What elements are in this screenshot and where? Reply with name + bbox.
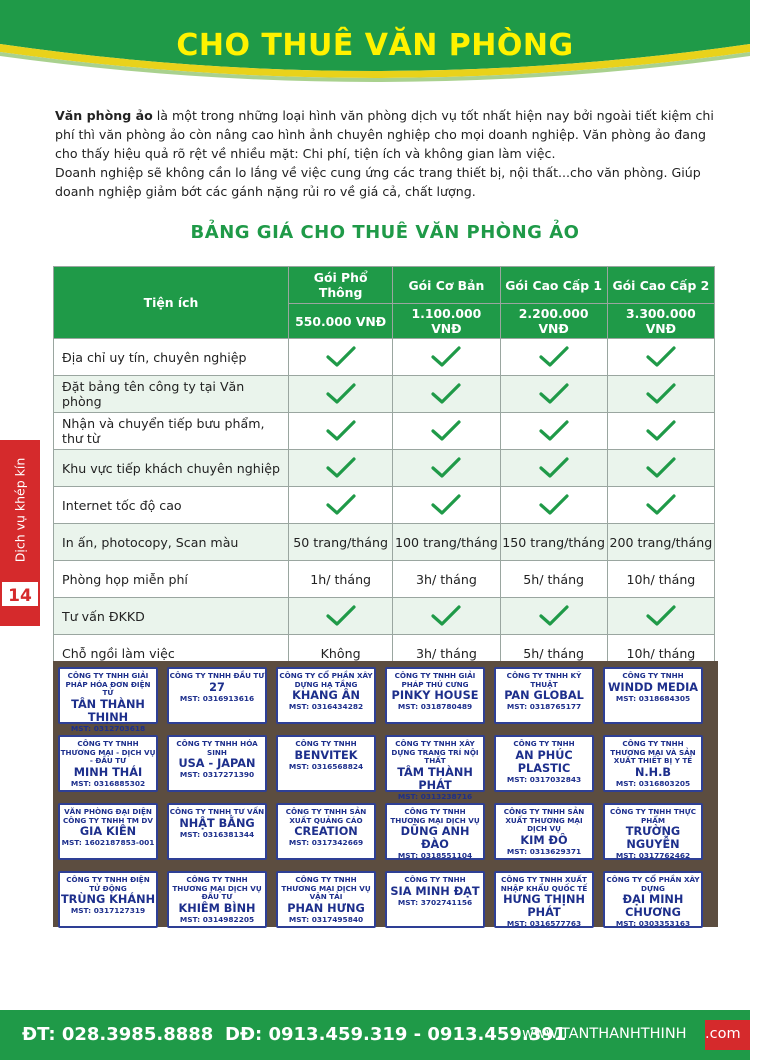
package-name: Gói Cao Cấp 2 [607,267,714,304]
feature-cell: Tư vấn ĐKKD [54,598,289,635]
company-sign-name: AN PHÚC PLASTIC [515,748,573,775]
company-sign-name: N.H.B [634,765,672,779]
company-sign-type: CÔNG TY TNHH KỸ THUẬT [506,671,582,689]
footer-mobile: DĐ: 0913.459.319 - 0913.459.391 [225,1024,567,1045]
company-sign-tax-code: MST: 0317127319 [70,906,146,916]
check-icon [539,346,569,368]
check-cell [607,376,714,413]
value-cell: 10h/ tháng [607,561,714,598]
company-sign-type: CÔNG TY TNHH THƯƠNG MẠI VÀ SẢN XUẤT THIẾT BỊ Y TẾ [610,739,696,766]
company-sign-tax-code: MST: 0318551104 [397,851,473,861]
check-icon [326,420,356,442]
company-sign-name: DŨNG ANH ĐÀO [400,825,470,852]
feature-cell: Chỗ ngồi làm việc [54,635,289,672]
company-sign-type: CÔNG TY TNHH HÓA SINH [176,739,258,757]
value-cell: Không [289,635,393,672]
price-table-title: BẢNG GIÁ CHO THUÊ VĂN PHÒNG ẢO [190,222,580,243]
check-icon [431,605,461,627]
header-banner [0,0,750,90]
check-cell [289,598,393,635]
company-sign-name: TRÙNG KHÁNH [60,893,156,907]
side-tab-label: Dịch vụ khép kín [12,457,28,563]
company-sign [494,803,594,860]
check-cell [393,376,500,413]
company-sign [276,735,376,792]
check-cell [393,339,500,376]
company-sign [385,735,485,801]
check-cell [289,413,393,450]
company-sign-type: CÔNG TY TNHH THƯƠNG MẠI DỊCH VỤ VẬN TẢI [281,875,371,902]
company-sign [276,667,376,724]
company-sign-type: CÔNG TY TNHH THƯƠNG MẠI DỊCH VỤ ĐẦU TƯ [172,875,262,902]
company-sign-name: NHẬT BẰNG [179,816,255,830]
check-icon [539,605,569,627]
company-sign-type: CÔNG TY TNHH [513,739,575,748]
company-sign-tax-code: MST: 0317762462 [615,851,691,861]
company-sign-type: CÔNG TY TNHH THƯƠNG MẠI - DỊCH VỤ - ĐẦU TƯ [60,739,156,766]
intro-lead: Văn phòng ảo [55,108,153,123]
check-cell [607,339,714,376]
price-row [54,413,715,450]
company-sign-tax-code: MST: 1602187853-001 [61,838,155,848]
value-cell: 150 trang/tháng [500,524,607,561]
value-cell: 100 trang/tháng [393,524,500,561]
company-sign-tax-code: MST: 0313238716 [397,791,473,801]
price-row [54,524,715,561]
value-cell: 200 trang/tháng [607,524,714,561]
company-sign-tax-code: MST: 0316577763 [506,919,582,929]
check-cell [500,598,607,635]
company-sign-type: CÔNG TY TNHH ĐẦU TƯ [169,671,265,680]
value-cell: 5h/ tháng [500,635,607,672]
company-sign-tax-code: MST: 0316434282 [288,702,364,712]
company-sign-type: CÔNG TY TNHH THỰC PHẨM [609,807,697,825]
company-sign-type: CÔNG TY TNHH THƯƠNG MẠI DỊCH VỤ [390,807,480,825]
company-sign-tax-code: MST: 0312703618 [70,723,146,733]
check-cell [500,376,607,413]
company-sign [603,735,703,792]
check-icon [431,457,461,479]
company-sign [603,871,703,928]
company-sign-type: VĂN PHÒNG ĐẠI DIỆN CÔNG TY TNHH TM DV [63,807,153,825]
company-sign [494,871,594,928]
company-sign-name: WINDD MEDIA [607,680,699,694]
company-sign-type: CÔNG TY TNHH XUẤT NHẬP KHẨU QUỐC TẾ [500,875,588,893]
check-cell [393,450,500,487]
package-price: 1.100.000 VNĐ [393,304,500,339]
footer-website-suffix-box [705,1020,750,1050]
check-icon [539,457,569,479]
company-sign-tax-code: MST: 0317032843 [506,774,582,784]
company-sign [58,803,158,860]
package-price: 2.200.000 VNĐ [500,304,607,339]
package-name: Gói Cơ Bản [393,267,500,304]
company-sign-name: SIA MINH ĐẠT [390,884,480,898]
feature-header: Tiện ích [54,267,289,339]
price-row [54,450,715,487]
check-cell [607,598,714,635]
check-cell [607,487,714,524]
feature-cell: Phòng họp miễn phí [54,561,289,598]
package-price: 550.000 VNĐ [289,304,393,339]
feature-cell: In ấn, photocopy, Scan màu [54,524,289,561]
company-sign-name: PAN GLOBAL [504,689,584,703]
company-sign-name: TÂM THÀNH PHÁT [397,765,473,792]
company-sign-tax-code: MST: 0313629371 [506,846,582,856]
company-sign [167,667,267,724]
check-icon [326,457,356,479]
check-icon [326,494,356,516]
value-cell: 3h/ tháng [393,561,500,598]
company-sign-tax-code: MST: 0317271390 [179,770,255,780]
company-sign-name: KHIÊM BÌNH [178,901,256,915]
company-sign-name: TRƯỜNG NGUYỄN [625,825,681,852]
company-sign-name: KHANG ÂN [292,689,360,703]
check-icon [326,383,356,405]
check-icon [431,420,461,442]
package-name: Gói Phổ Thông [289,267,393,304]
company-sign-tax-code: MST: 0316381344 [179,829,255,839]
company-sign-tax-code: MST: 0318684305 [615,693,691,703]
intro-paragraph-2: Doanh nghiệp sẽ không cần lo lắng về việc cung ứng các trang thiết bị, nội thất...cho văn phòng. Giúp doanh nghiệp giảm bớt các gánh nặng rủi ro về giá cả, chất lượng. [55,165,701,199]
company-sign-tax-code: MST: 0303353163 [615,919,691,929]
check-cell [500,450,607,487]
check-cell [393,487,500,524]
check-cell [607,413,714,450]
company-sign [276,871,376,928]
side-tab-label-wrap [0,440,40,580]
company-sign-type: CÔNG TY CỔ PHẦN XÂY DỰNG HẠ TẦNG [279,671,373,689]
company-sign-name: KIM ĐÔ [520,833,568,847]
company-sign [58,667,158,733]
feature-cell: Khu vực tiếp khách chuyên nghiệp [54,450,289,487]
package-price: 3.300.000 VNĐ [607,304,714,339]
price-row [54,598,715,635]
check-icon [539,383,569,405]
company-sign-name: CREATION [294,825,358,839]
check-icon [431,383,461,405]
intro-text [55,106,715,201]
intro-paragraph-1 [55,106,715,163]
company-sign-type: CÔNG TY TNHH [404,875,466,884]
company-sign-type: CÔNG TY TNHH XÂY DỰNG TRANG TRÍ NỘI THẤT [391,739,479,766]
price-row [54,487,715,524]
value-cell: 3h/ tháng [393,635,500,672]
company-sign [58,871,158,928]
company-signs-photo [53,661,718,927]
company-sign-name: HƯNG THỊNH PHÁT [503,893,585,920]
check-icon [646,457,676,479]
check-cell [500,413,607,450]
check-icon [539,420,569,442]
check-cell [393,413,500,450]
check-icon [431,346,461,368]
check-icon [326,346,356,368]
price-row [54,376,715,413]
company-sign-tax-code: MST: 3702741156 [397,897,473,907]
company-sign-name: USA - JAPAN [178,757,256,771]
feature-cell: Địa chỉ uy tín, chuyên nghiệp [54,339,289,376]
footer-website-suffix: .com [705,1026,741,1042]
company-sign-tax-code: MST: 0316568824 [288,761,364,771]
company-sign-type: CÔNG TY TNHH [622,671,684,680]
company-sign-tax-code: MST: 0318765177 [506,702,582,712]
company-sign [603,667,703,724]
company-sign [58,735,158,792]
company-sign-type: CÔNG TY CỔ PHẦN XÂY DỰNG [606,875,700,893]
check-cell [289,339,393,376]
intro-p1-text: là một trong những loại hình văn phòng dịch vụ tốt nhất hiện nay bởi ngoài tiết kiệm chi phí thì văn phòng ảo còn nâng cao hình ảnh chuyên nghiệp cho mọi doanh nghiệp. Văn phòng ảo đang cho thấy hiệu quả rõ rệt về nhiều mặt: Chi phí, tiện ích và không gian làm việc. [55,108,714,161]
company-sign-tax-code: MST: 0316803205 [615,778,691,788]
check-cell [500,339,607,376]
company-sign-type: CÔNG TY TNHH SẢN XUẤT QUẢNG CÁO [285,807,367,825]
company-sign [603,803,703,860]
price-row [54,561,715,598]
company-sign-tax-code: MST: 0317342669 [288,838,364,848]
company-sign-type: CÔNG TY TNHH [295,739,357,748]
feature-cell: Đặt bảng tên công ty tại Văn phòng [54,376,289,413]
company-sign-name: BENVITEK [294,748,358,762]
value-cell: 10h/ tháng [607,635,714,672]
check-icon [646,420,676,442]
check-icon [539,494,569,516]
check-cell [500,487,607,524]
company-sign [385,667,485,724]
check-icon [646,494,676,516]
company-sign-tax-code: MST: 0316885302 [70,778,146,788]
check-icon [431,494,461,516]
company-sign-tax-code: MST: 0317495840 [288,914,364,924]
footer-phone: ĐT: 028.3985.8888 [22,1024,214,1045]
company-sign-name: 27 [209,680,225,694]
company-sign-name: MINH THÁI [73,765,143,779]
company-sign [494,735,594,792]
company-sign-tax-code: MST: 0318780489 [397,702,473,712]
company-sign-type: CÔNG TY TNHH SẢN XUẤT THƯƠNG MẠI DỊCH VỤ [503,807,585,834]
company-sign [167,803,267,860]
check-icon [646,605,676,627]
value-cell: 5h/ tháng [500,561,607,598]
check-cell [393,598,500,635]
company-sign-type: CÔNG TY TNHH GIẢI PHÁP HÓA ĐƠN ĐIỆN TỬ [65,671,151,698]
company-sign-name: TÂN THÀNH THỊNH [71,697,145,724]
company-sign [276,803,376,860]
company-sign-type: CÔNG TY TNHH ĐIỆN TỬ ĐỘNG [66,875,150,893]
company-sign [494,667,594,724]
value-cell: 1h/ tháng [289,561,393,598]
page-number: 14 [0,580,40,608]
check-cell [289,376,393,413]
company-sign-type: CÔNG TY TNHH TƯ VẤN [169,807,265,816]
footer-website[interactable]: www.TANTHANHTHINH [522,1026,687,1042]
company-sign-tax-code: MST: 0314982205 [179,914,255,924]
page-title: CHO THUÊ VĂN PHÒNG [176,28,574,63]
company-sign [385,871,485,928]
company-sign-name: PINKY HOUSE [391,689,479,703]
check-icon [646,346,676,368]
company-sign-name: PHAN HƯNG [287,901,365,915]
check-cell [289,450,393,487]
footer [0,1010,750,1060]
company-sign [167,871,267,928]
company-sign [385,803,485,860]
company-sign-tax-code: MST: 0316913616 [179,693,255,703]
company-sign-type: CÔNG TY TNHH GIẢI PHÁP THÚ CƯNG [394,671,476,689]
feature-cell: Nhận và chuyển tiếp bưu phẩm, thư từ [54,413,289,450]
check-cell [289,487,393,524]
check-icon [646,383,676,405]
value-cell: 50 trang/tháng [289,524,393,561]
company-sign-name: ĐẠI MINH CHƯƠNG [622,893,684,920]
package-name: Gói Cao Cấp 1 [500,267,607,304]
check-cell [607,450,714,487]
company-sign-name: GIA KIÊN [79,825,137,839]
check-icon [326,605,356,627]
price-row [54,339,715,376]
company-sign [167,735,267,792]
feature-cell: Internet tốc độ cao [54,487,289,524]
price-table [53,266,715,672]
